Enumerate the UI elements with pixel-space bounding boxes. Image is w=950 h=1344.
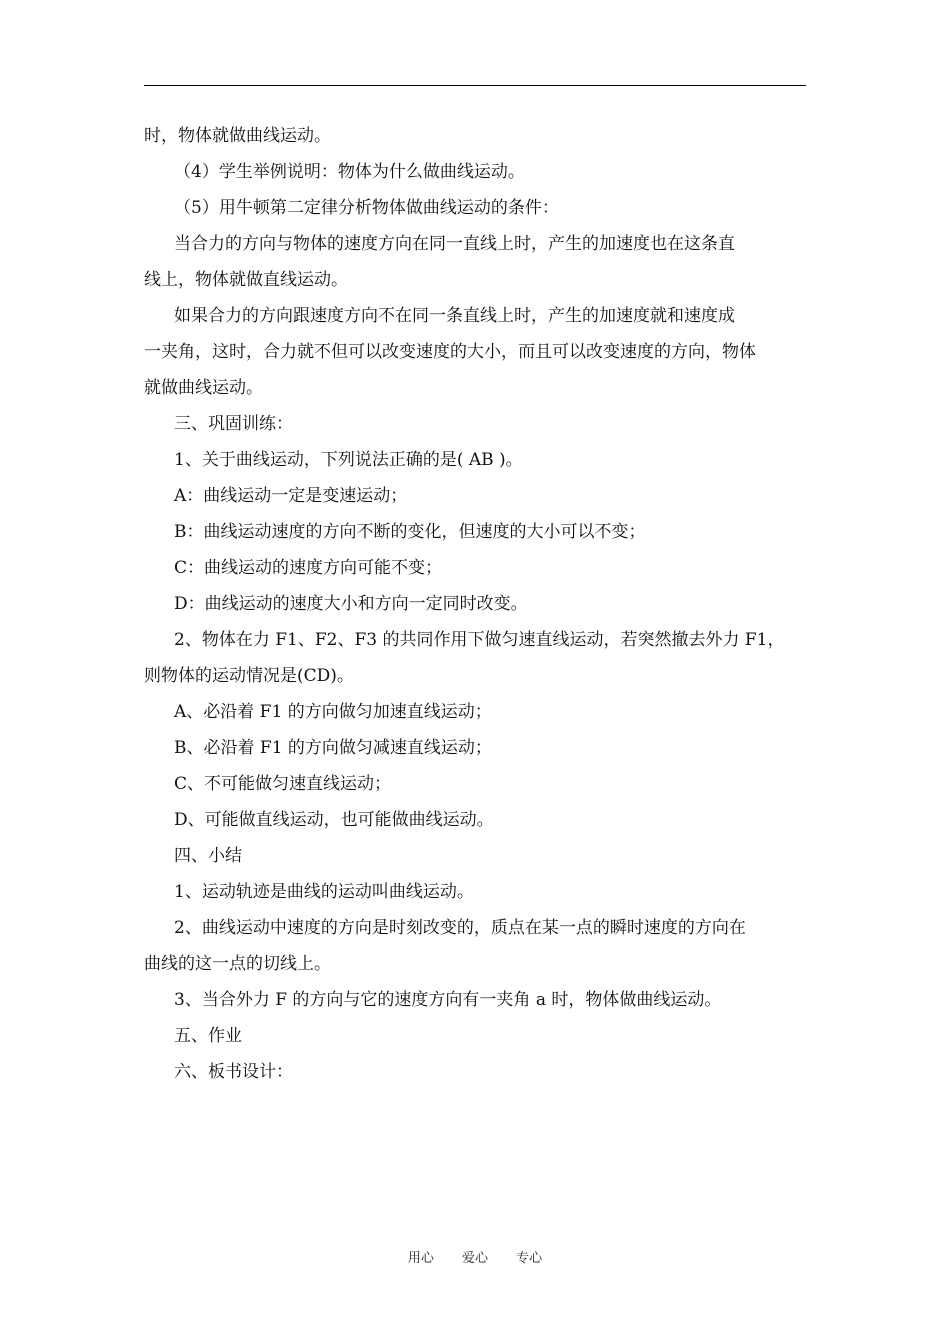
- footer-word-2: 爱心: [461, 1251, 488, 1266]
- text-line: 线上，物体就做直线运动。: [144, 270, 348, 290]
- text-line: 五、作业: [174, 1026, 242, 1046]
- text-line: 曲线的这一点的切线上。: [144, 954, 331, 974]
- text-line: A：曲线运动一定是变速运动；: [174, 486, 408, 506]
- text-line: 2、曲线运动中速度的方向是时刻改变的，质点在某一点的瞬时速度的方向在: [174, 918, 746, 938]
- text-line: 六、板书设计：: [174, 1062, 293, 1082]
- text-line: B：曲线运动速度的方向不断的变化，但速度的大小可以不变；: [174, 522, 646, 542]
- text-line: 就做曲线运动。: [144, 378, 263, 398]
- text-line: 1、运动轨迹是曲线的运动叫曲线运动。: [174, 882, 474, 902]
- text-line: D、可能做直线运动，也可能做曲线运动。: [174, 810, 494, 830]
- document-body: [144, 118, 806, 1090]
- text-line: 如果合力的方向跟速度方向不在同一条直线上时，产生的加速度就和速度成: [174, 306, 735, 326]
- header-rule: [144, 85, 806, 86]
- text-line: C、不可能做匀速直线运动；: [174, 774, 392, 794]
- text-line: 当合力的方向与物体的速度方向在同一直线上时，产生的加速度也在这条直: [174, 234, 735, 254]
- text-line: D：曲线运动的速度大小和方向一定同时改变。: [174, 594, 528, 614]
- text-line: A、必沿着 F1 的方向做匀加速直线运动；: [174, 702, 492, 722]
- footer-word-3: 专心: [516, 1251, 543, 1266]
- text-line: 一夹角，这时，合力就不但可以改变速度的大小，而且可以改变速度的方向，物体: [144, 342, 756, 362]
- text-line: C：曲线运动的速度方向可能不变；: [174, 558, 443, 578]
- text-line: 1、关于曲线运动，下列说法正确的是( AB )。: [174, 450, 523, 470]
- text-line: 则物体的运动情况是(CD)。: [144, 666, 354, 686]
- footer-word-1: 用心: [407, 1251, 434, 1266]
- text-line: 时，物体就做曲线运动。: [144, 126, 331, 146]
- text-line: 四、小结: [174, 846, 242, 866]
- text-line: 三、巩固训练：: [174, 414, 293, 434]
- text-line: B、必沿着 F1 的方向做匀减速直线运动；: [174, 738, 492, 758]
- text-line: （4）学生举例说明：物体为什么做曲线运动。: [174, 162, 525, 182]
- page-footer: [0, 1247, 950, 1266]
- text-line: （5）用牛顿第二定律分析物体做曲线运动的条件：: [174, 198, 559, 218]
- text-line: 3、当合外力 F 的方向与它的速度方向有一夹角 a 时，物体做曲线运动。: [174, 990, 722, 1010]
- text-line: 2、物体在力 F1、F2、F3 的共同作用下做匀速直线运动，若突然撤去外力 F1，: [174, 630, 785, 650]
